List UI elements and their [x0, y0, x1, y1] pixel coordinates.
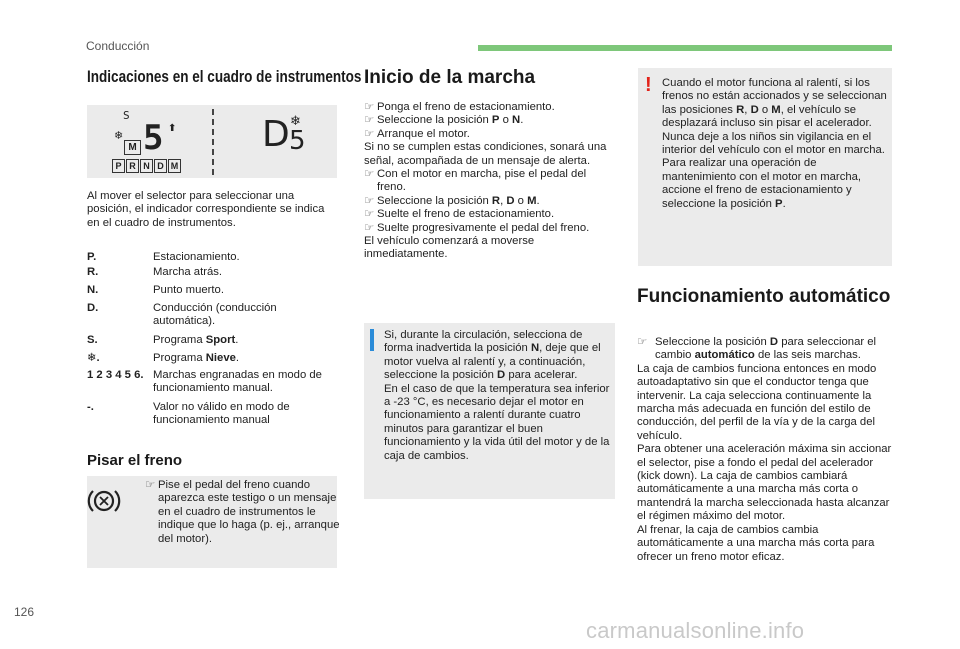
legend-value: Punto muerto. — [153, 284, 224, 296]
display-divider — [212, 109, 214, 175]
prndm-d: D — [154, 159, 167, 173]
prndm-p: P — [112, 159, 125, 173]
warning-icon: ! — [645, 74, 652, 96]
drive-letter: D — [262, 114, 290, 155]
inicio-title: Inicio de la marcha — [364, 67, 536, 88]
legend-key: R. — [87, 266, 99, 278]
gear-number-left: 5 — [143, 118, 164, 158]
prndm-strip — [112, 159, 181, 173]
sport-indicator: S — [123, 109, 130, 122]
funcionamiento-body: ☞ Seleccione la posición D para seleccionar el cambio automático de las seis marchas. La caja de cambios funciona entonces en modo autoadaptativo sin que el conductor tenga que intervenir. La caja selecciona continuamente la marcha más adecuada en función del estilo de conducción, del perfil de la vía y de la carga del vehículo. Para obtener una aceleración máxima sin accionar el selector, pise a fondo el pedal del acelerador (kick down). La caja de cambios cambiará automáticamente a una marcha más corta o mantendrá la marcha seleccionada hasta alcanzar el régimen máximo del motor. Al frenar, la caja de cambios cambia automáticamente a una marcha más corta para ofrecer un freno motor eficaz. — [637, 336, 892, 563]
pisar-panel — [87, 476, 340, 568]
legend-value: Valor no válido en modo de funcionamiento manual — [153, 401, 290, 427]
upshift-arrow-icon: ⬆ — [168, 123, 177, 134]
legend-value: Programa Nieve. — [153, 352, 240, 364]
legend-key: S. — [87, 334, 98, 346]
gear-display-left — [114, 109, 178, 175]
funcionamiento-title: Funcionamiento automático — [637, 286, 891, 307]
info-panel — [364, 323, 615, 499]
warning-panel — [638, 68, 892, 266]
page-number: 126 — [14, 605, 35, 619]
prndm-n: N — [140, 159, 153, 173]
prndm-m: M — [168, 159, 181, 173]
manual-mode-indicator: M — [124, 140, 141, 155]
section-accent-bar — [478, 45, 892, 51]
snowflake-icon: ❄ — [114, 130, 124, 142]
section-label: Conducción — [86, 39, 150, 53]
instrument-display-panel — [87, 105, 337, 178]
info-text: Si, durante la circulación, selecciona de forma inadvertida la posición N, deje que el motor vuelva al ralentí y, a continuación, seleccione la posición D para acelerar. En el caso de que la temperatura sea inferior a -23 °C, es necesario dejar el motor en funcionamiento a ralentí durante cuatro minutos para garantizar el buen funcionamiento y la vida útil del motor y de la caja de cambios. — [384, 329, 610, 462]
indicaciones-title: Indicaciones en el cuadro de instrumentos — [87, 68, 362, 86]
prndm-r: R — [126, 159, 139, 173]
snowflake-icon-right: ❄ — [290, 113, 301, 128]
legend-key: D. — [87, 302, 99, 314]
legend-key: N. — [87, 284, 99, 296]
arrow-icon: ☞ — [145, 479, 156, 491]
indicaciones-intro: Al mover el selector para seleccionar una posición, el indicador correspondiente se indica en el cuadro de instrumentos. — [87, 190, 325, 229]
watermark: carmanualsonline.info — [586, 618, 805, 643]
pisar-title: Pisar el freno — [87, 452, 183, 469]
brake-warning-icon — [87, 486, 121, 516]
legend-value: Conducción (conducción automática). — [153, 302, 277, 328]
drive-gear-number: 5 — [289, 126, 306, 156]
legend-key: P. — [87, 251, 97, 263]
inicio-body: ☞ Ponga el freno de estacionamiento. ☞ Seleccione la posición P o N. ☞ Arranque el motor. Si no se cumplen estas condiciones, sonará una señal, acompañada de un mensaje de alerta. ☞ Con el motor en marcha, pise el pedal del freno. ☞ Seleccione la posición R, D o M. ☞ Suelte el freno de estacionamiento. ☞ Suelte progresivamente el pedal del freno. El vehículo comenzará a moverse inmediatamente. — [364, 101, 607, 261]
legend-key: ❄. — [87, 352, 100, 364]
legend-value: Estacionamiento. — [153, 251, 240, 263]
legend-value: Programa Sport. — [153, 334, 239, 346]
info-bar-icon — [370, 329, 374, 351]
pisar-text: ☞ Pise el pedal del freno cuando aparezca este testigo o un mensaje en el cuadro de instrumentos le indique que lo haga (p. ej., arranque del motor). — [145, 479, 340, 545]
legend-value: Marcha atrás. — [153, 266, 223, 278]
legend-value: Marchas engranadas en modo de funcionamiento manual. — [153, 369, 322, 395]
warning-text: Cuando el motor funciona al ralentí, si los frenos no están accionados y se seleccionan las posiciones R, D o M, el vehículo se desplazará incluso sin pisar el acelerador. Nunca deje a los niños sin vigilancia en el interior del vehículo con el motor en marcha. Para realizar una operación de mantenimiento con el motor en marcha, accione el freno de estacionamiento y seleccione la posición P. — [662, 77, 887, 210]
legend-key: -. — [87, 401, 94, 413]
legend-key: 1 2 3 4 5 6. — [87, 369, 144, 381]
